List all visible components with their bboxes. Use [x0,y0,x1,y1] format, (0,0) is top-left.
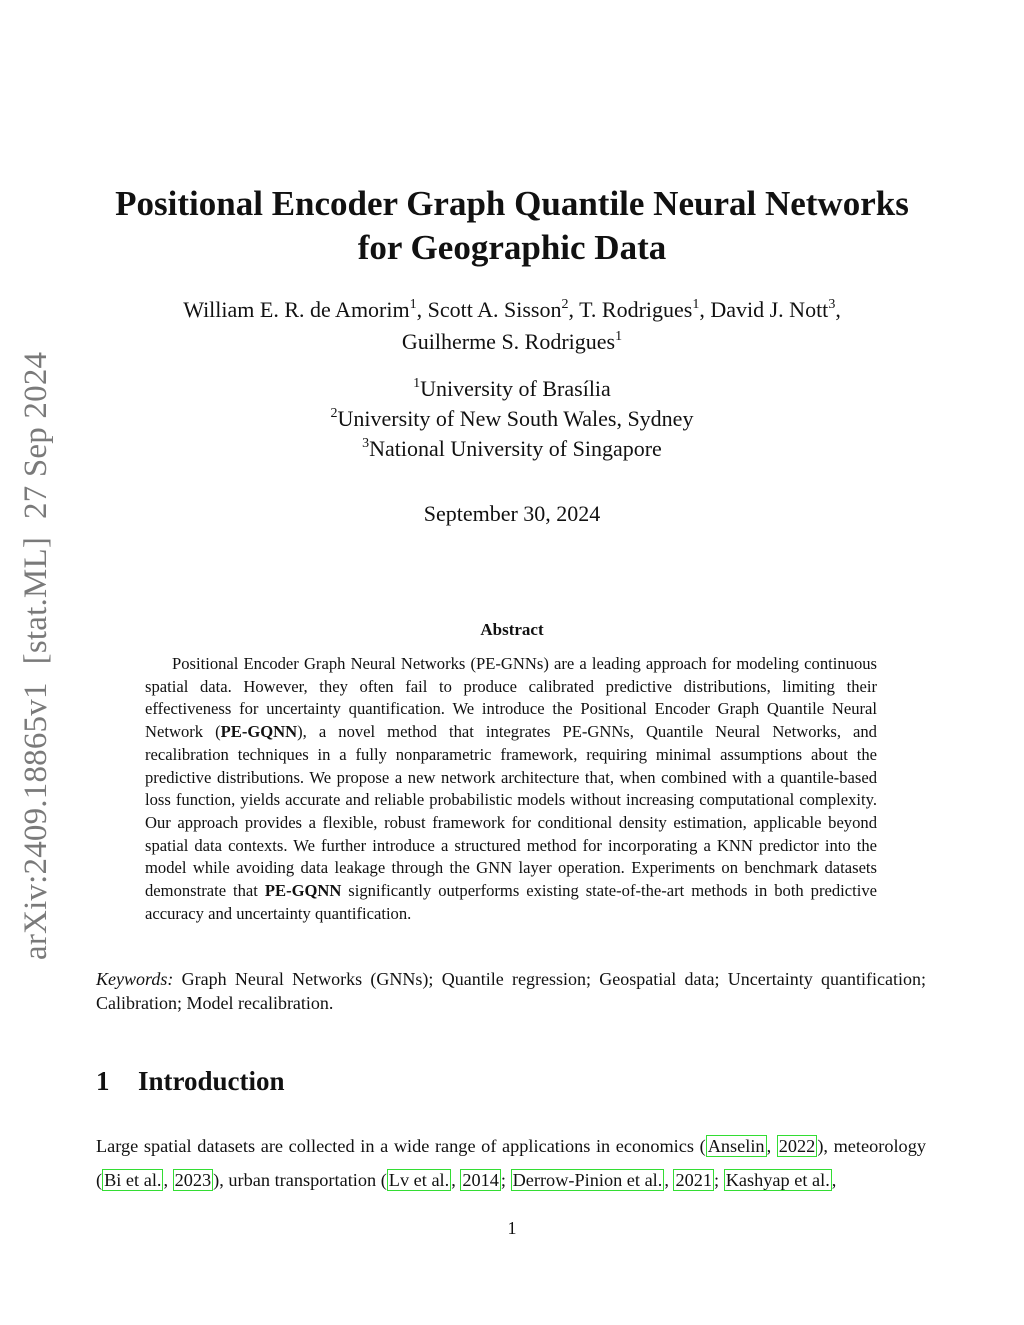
method-name: PE-GQNN [264,881,342,901]
affiliation-item [0,404,1024,434]
method-name: PE-GQNN [220,722,298,742]
author-name: Scott A. Sisson [427,297,562,322]
intro-body [96,1129,926,1197]
citation-link[interactable]: Anselin [707,1136,765,1156]
abstract-body [145,653,877,925]
keywords-label: Keywords: [96,969,174,989]
abstract-heading: Abstract [480,620,544,639]
abstract-paragraph [145,653,877,925]
affiliation-list [0,374,1024,464]
arxiv-category: [stat.ML] [18,536,54,665]
arxiv-id: arXiv:2409.18865v1 [18,682,54,960]
author-line-2 [0,326,1024,358]
keywords [96,967,926,1015]
affiliation-name: National University of Singapore [369,436,662,461]
section-heading [96,1066,285,1097]
author-affil-mark: 2 [561,297,569,312]
citation-link[interactable]: 2023 [174,1170,212,1190]
author-name: Guilherme S. Rodrigues [401,329,616,354]
author-affil-mark: 3 [828,297,836,312]
citation-link[interactable]: Derrow-Pinion et al. [512,1170,663,1190]
author-name: David J. Nott [710,297,829,322]
author-affil-mark: 1 [615,329,623,344]
paper-title [0,182,1024,270]
affiliation-number: 1 [413,376,421,391]
affiliation-name: University of Brasília [420,376,611,401]
paper-date: September 30, 2024 [423,501,601,526]
affiliation-number: 2 [330,406,338,421]
abstract-text: significantly outperforms existing state-of-the-art methods in both predictive accuracy and uncertainty quantification. [145,881,878,923]
intro-paragraph: Large spatial datasets are collected in a wide range of applications in economics ( Anselin , 2022 ), meteorology ( Bi et al. , 2023 ), urban transportation ( Lv et al. , 2014 ; Derrow-Pinion et al. , 2021 ; Kashyap et al. , [96,1136,926,1190]
citation-link[interactable]: 2022 [778,1136,816,1156]
section-title: Introduction [138,1066,285,1096]
page-number: 1 [507,1218,517,1238]
title-line-1: Positional Encoder Graph Quantile Neural Networks [115,184,909,223]
author-affil-mark: 1 [692,297,700,312]
citation-link[interactable]: Kashyap et al. [725,1170,830,1190]
title-line-2: for Geographic Data [357,228,667,267]
affiliation-name: University of New South Wales, Sydney [337,406,694,431]
abstract-text: ), a novel method that integrates PE-GNNs, Quantile Neural Networks, and recalibration techniques in a fully nonparametric framework, requiring minimal assumptions about the predictive distributions. We propose a new network architecture that, when combined with a quantile-based loss function, yields accurate and reliable probabilistic models without increasing computational complexity. Our approach provides a flexible, robust framework for conditional density estimation, applicable beyond spatial data contexts. We further introduce a structured method for incorporating a KNN predictor into the model while avoiding data leakage through the GNN layer operation. Experiments on benchmark datasets demonstrate that [145,722,877,901]
citation-link[interactable]: 2014 [462,1170,499,1190]
author-line-1: William E. R. de Amorim$^1$, Scott A. Sisson$^2$, T. Rodrigues$^1$, David J. Nott$^3$, [183,297,841,322]
citation-link[interactable]: Lv et al. [388,1170,450,1190]
keywords-text: Graph Neural Networks (GNNs); Quantile regression; Geospatial data; Uncertainty quantification; Calibration; Model recalibration. [96,969,927,1013]
author-list [0,294,1024,358]
intro-text: ), meteorology ( [96,1136,926,1190]
affiliation-item [0,374,1024,404]
author-name: William E. R. de Amorim [183,297,410,322]
citation-link[interactable]: Bi et al. [104,1170,162,1190]
citation-link[interactable]: 2021 [675,1170,713,1190]
intro-text: Large spatial datasets are collected in a wide range of applications in economics ( [96,1136,706,1156]
intro-text: ), urban transportation ( [213,1170,387,1190]
section-number: 1 [96,1066,110,1096]
arxiv-date: 27 Sep 2024 [18,351,54,519]
affiliation-number: 3 [362,436,370,451]
author-affil-mark: 1 [409,297,417,312]
affiliation-item [0,434,1024,464]
author-name: T. Rodrigues [579,297,693,322]
abstract-text: Positional Encoder Graph Neural Networks (PE-GNNs) are a leading approach for modeling continuous spatial data. However, they often fail to produce calibrated predictive distributions, limiting their effectiveness for uncertainty quantification. We introduce the Positional Encoder Graph Quantile Neural Network ( [145,654,877,742]
